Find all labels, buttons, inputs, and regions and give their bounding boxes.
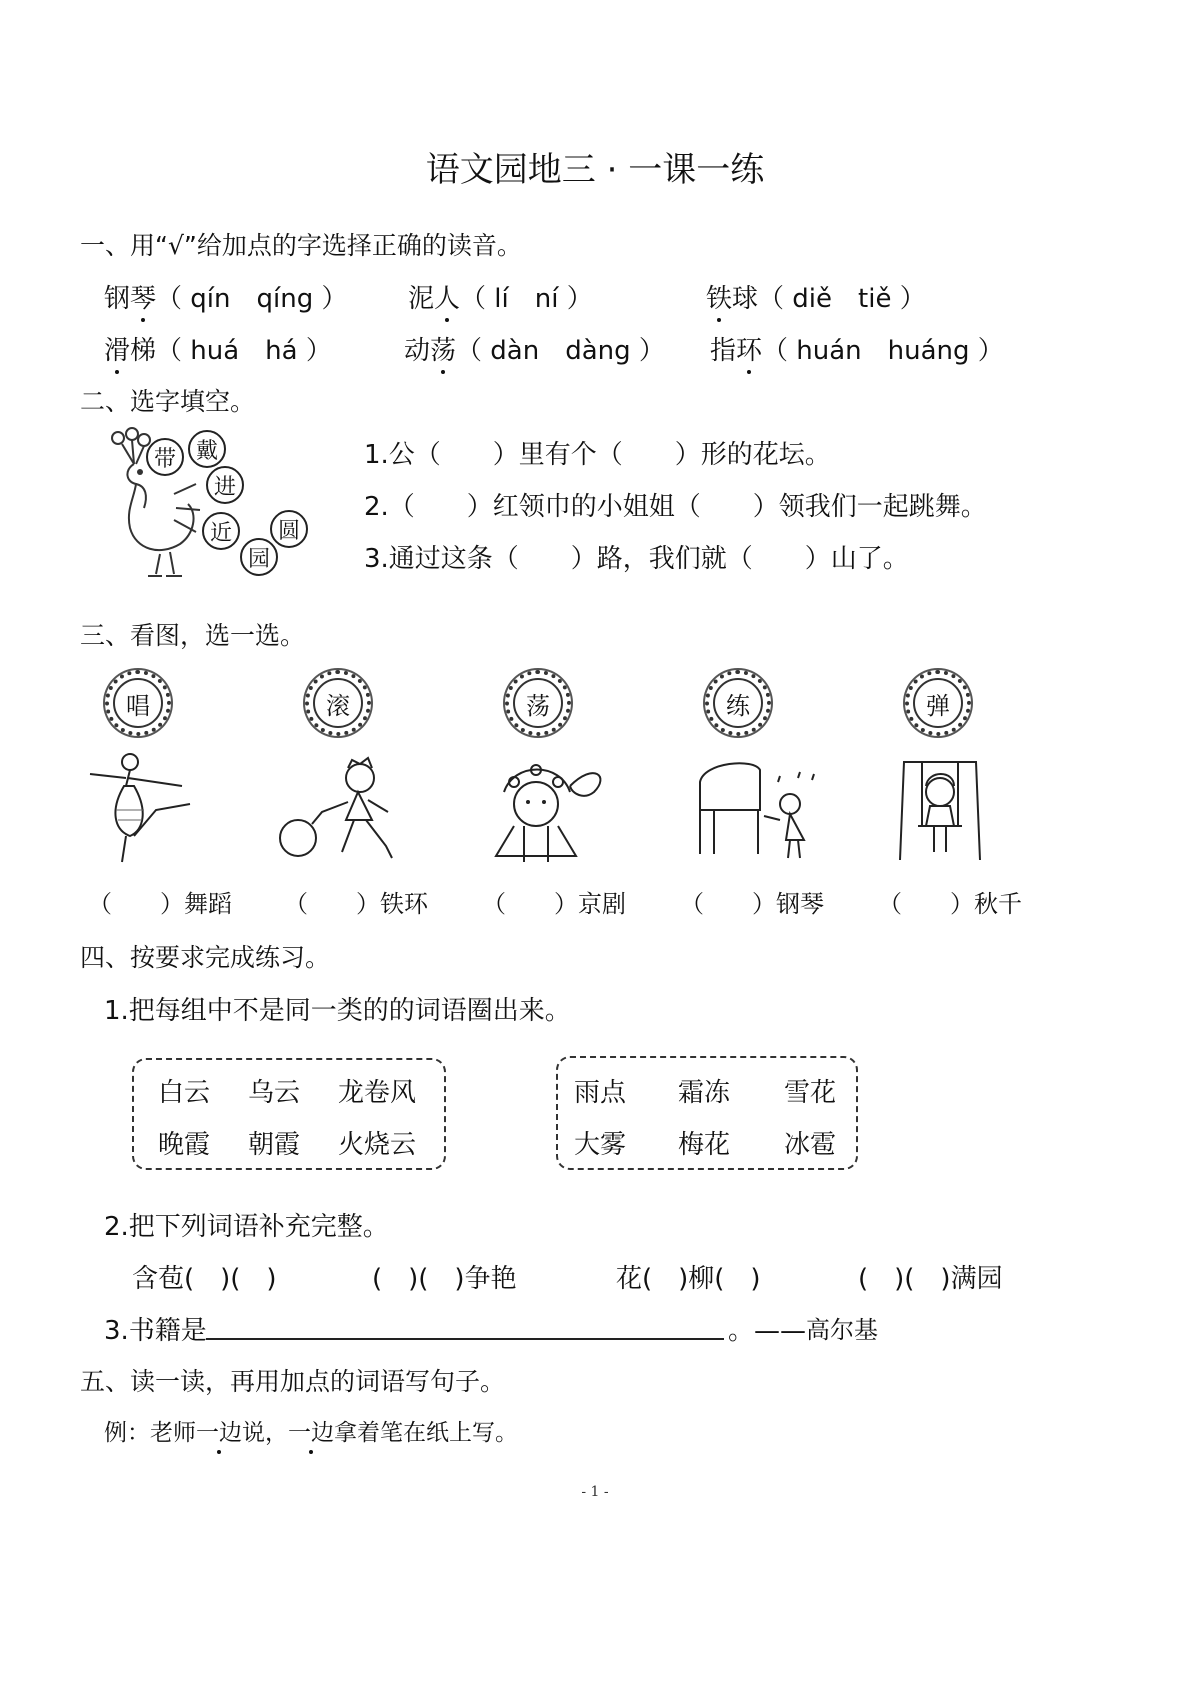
section-5-heading: 五、读一读，再用加点的词语写句子。 bbox=[80, 1367, 506, 1396]
flower-char-tan: 弹 bbox=[905, 670, 971, 736]
pinyin-item-5: 动荡（ dàn dàng ） bbox=[404, 330, 665, 367]
char-circle-dai-with: 带 bbox=[146, 438, 184, 476]
page-title: 语文园地三 · 一课一练 bbox=[425, 150, 765, 190]
word-group-2 bbox=[556, 1056, 858, 1170]
section-3-heading: 三、看图，选一选。 bbox=[80, 621, 306, 650]
char-circle-yuan-garden: 园 bbox=[240, 538, 278, 576]
ballet-dancer-illustration bbox=[86, 750, 198, 866]
blank-opera: （ ）京剧 bbox=[482, 890, 626, 918]
section-4-heading: 四、按要求完成练习。 bbox=[80, 943, 331, 972]
blank-dance: （ ）舞蹈 bbox=[88, 890, 232, 918]
pinyin-item-1: 钢琴（ qín qíng ） bbox=[104, 278, 347, 315]
fill-line-3: 3.通过这条（ ）路，我们就（ ）山了。 bbox=[364, 544, 909, 574]
q3-prefix: 3.书籍是 bbox=[104, 1316, 207, 1346]
word-item: 乌云 bbox=[248, 1078, 301, 1108]
boy-rolling-hoop-illustration bbox=[276, 756, 406, 864]
pinyin-item-4: 滑梯（ huá há ） bbox=[104, 330, 332, 367]
word-item: 冰雹 bbox=[784, 1130, 837, 1160]
fill-line-1: 1.公（ ）里有个（ ）形的花坛。 bbox=[364, 440, 831, 470]
word-item: 晚霞 bbox=[158, 1130, 211, 1160]
peking-opera-illustration bbox=[484, 752, 614, 866]
q2-instruction: 2.把下列词语补充完整。 bbox=[104, 1212, 389, 1242]
q1-instruction: 1.把每组中不是同一类的的词语圈出来。 bbox=[104, 996, 571, 1026]
q3-author: 高尔基 bbox=[806, 1316, 878, 1344]
char-circle-dai-wear: 戴 bbox=[188, 430, 226, 468]
word-group-1 bbox=[132, 1058, 446, 1170]
word-item: 梅花 bbox=[678, 1130, 731, 1160]
word-item: 朝霞 bbox=[248, 1130, 301, 1160]
idiom-fill-4: ( )( )满园 bbox=[858, 1264, 1003, 1294]
flower-char-lian: 练 bbox=[705, 670, 771, 736]
word-item: 雪花 bbox=[784, 1078, 837, 1108]
idiom-fill-1: 含苞( )( ) bbox=[132, 1264, 277, 1294]
girl-on-swing-illustration bbox=[894, 756, 986, 862]
flower-char-gun: 滚 bbox=[305, 670, 371, 736]
pinyin-item-3: 铁球（ diě tiě ） bbox=[706, 278, 926, 315]
word-item: 白云 bbox=[158, 1078, 211, 1108]
word-item: 大雾 bbox=[574, 1130, 627, 1160]
fill-line-2: 2.（ ）红领巾的小姐姐（ ）领我们一起跳舞。 bbox=[364, 492, 987, 522]
page-number: - 1 - bbox=[581, 1484, 609, 1500]
flower-char-dang: 荡 bbox=[505, 670, 571, 736]
word-item: 雨点 bbox=[574, 1078, 627, 1108]
blank-hoop: （ ）铁环 bbox=[284, 890, 428, 918]
idiom-fill-3: 花( )柳( ) bbox=[616, 1264, 761, 1294]
blank-swing: （ ）秋千 bbox=[878, 890, 1022, 918]
pinyin-item-6: 指环（ huán huáng ） bbox=[710, 330, 1004, 367]
section-2-heading: 二、选字填空。 bbox=[80, 387, 256, 416]
girl-at-piano-illustration bbox=[694, 758, 828, 862]
word-item: 火烧云 bbox=[338, 1130, 417, 1160]
q3-answer-line[interactable] bbox=[206, 1338, 724, 1340]
blank-piano: （ ）钢琴 bbox=[680, 890, 824, 918]
word-item: 霜冻 bbox=[678, 1078, 731, 1108]
section-1-heading: 一、用“√”给加点的字选择正确的读音。 bbox=[80, 231, 522, 260]
example-sentence: 例：老师一边说，一边拿着笔在纸上写。 bbox=[104, 1414, 518, 1447]
flower-char-chang: 唱 bbox=[105, 670, 171, 736]
char-circle-yuan-round: 圆 bbox=[270, 510, 308, 548]
char-circle-jin-near: 近 bbox=[202, 512, 240, 550]
word-item: 龙卷风 bbox=[338, 1078, 417, 1108]
pinyin-item-2: 泥人（ lí ní ） bbox=[408, 278, 593, 315]
char-circle-jin-enter: 进 bbox=[206, 466, 244, 504]
idiom-fill-2: ( )( )争艳 bbox=[372, 1264, 517, 1294]
q3-suffix: 。—— bbox=[728, 1316, 807, 1346]
